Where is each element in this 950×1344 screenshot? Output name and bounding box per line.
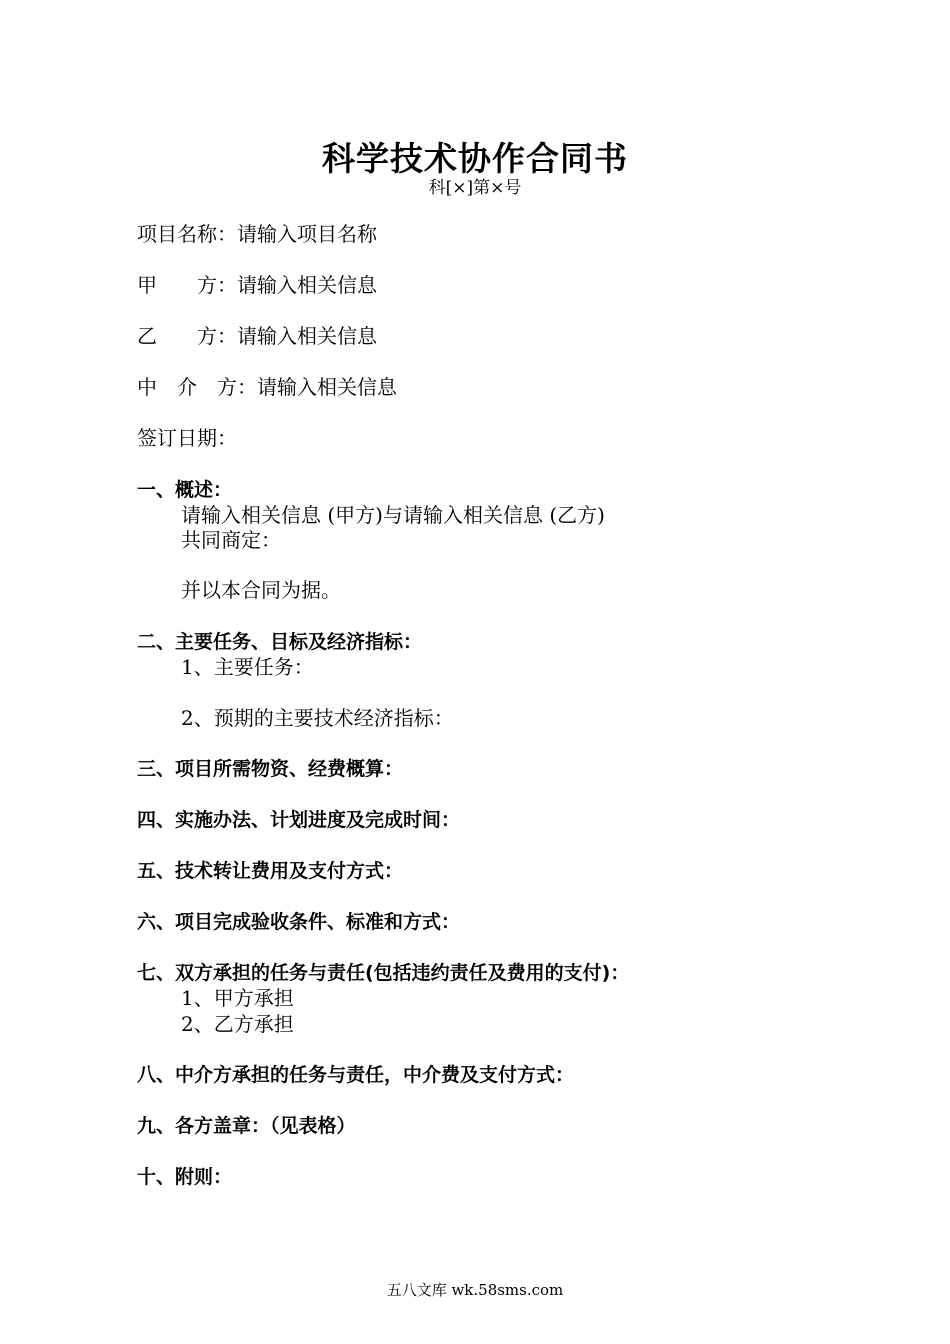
section-2-heading: 二、主要任务、目标及经济指标： [137, 631, 423, 653]
section-3-heading: 三、项目所需物资、经费概算： [137, 758, 404, 780]
section-6-heading: 六、项目完成验收条件、标准和方式： [137, 911, 461, 933]
section-2-item-2: 2、预期的主要技术经济指标： [181, 706, 454, 730]
party-a-field: 甲 方：请输入相关信息 [137, 273, 377, 297]
section-1-line-2: 共同商定： [181, 528, 281, 552]
section-9-heading: 九、各方盖章：（见表格） [137, 1115, 356, 1137]
project-name-field: 项目名称：请输入项目名称 [137, 222, 377, 246]
document-number: 科[×]第×号 [428, 178, 522, 198]
intermediary-field: 中 介 方：请输入相关信息 [137, 375, 397, 399]
section-7-heading: 七、双方承担的任务与责任(包括违约责任及费用的支付)： [137, 962, 630, 984]
section-1-heading: 一、概述： [137, 479, 233, 501]
section-2-item-1: 1、主要任务： [181, 655, 314, 679]
section-5-heading: 五、技术转让费用及支付方式： [137, 860, 404, 882]
sign-date-field: 签订日期： [137, 426, 237, 450]
section-7-item-2: 2、乙方承担 [181, 1012, 294, 1036]
party-b-field: 乙 方：请输入相关信息 [137, 324, 377, 348]
section-1-line-3: 并以本合同为据。 [181, 578, 341, 602]
document-title: 科学技术协作合同书 [322, 139, 628, 178]
section-4-heading: 四、实施办法、计划进度及完成时间： [137, 809, 461, 831]
section-7-item-1: 1、甲方承担 [181, 986, 294, 1010]
footer-watermark: 五八文库 wk.58sms.com [386, 1281, 564, 1299]
section-1-line-1: 请输入相关信息 (甲方)与请输入相关信息 (乙方) [181, 503, 605, 527]
section-8-heading: 八、中介方承担的任务与责任，中介费及支付方式： [137, 1064, 575, 1086]
section-10-heading: 十、附则： [137, 1166, 233, 1188]
